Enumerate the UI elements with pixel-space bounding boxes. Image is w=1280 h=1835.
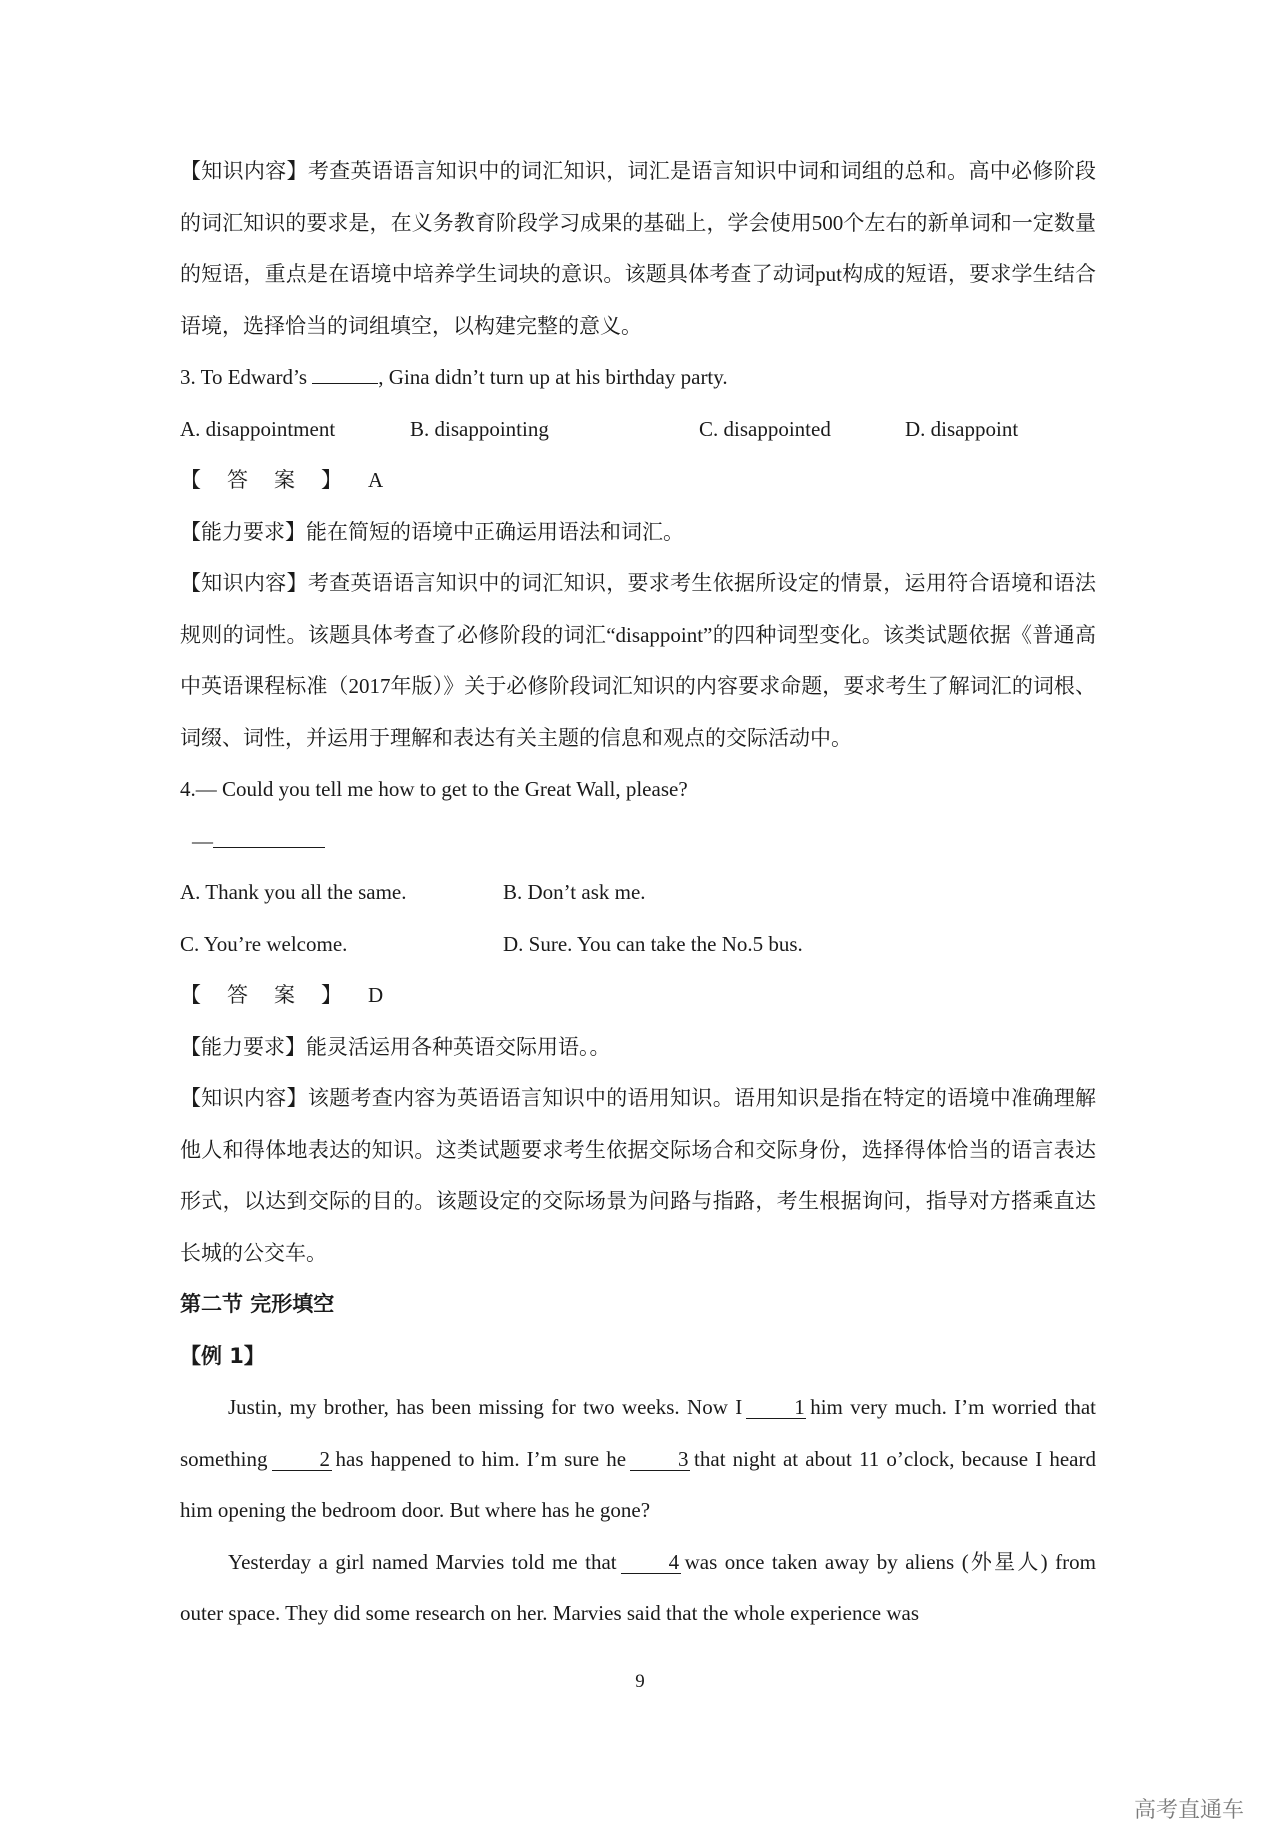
- ability-text: 能灵活运用各种英语交际用语。。: [306, 1034, 611, 1059]
- knowledge-label: 【知识内容】: [180, 159, 308, 183]
- cloze-blank-4: 4: [621, 1551, 681, 1574]
- q3-stem: [180, 352, 1096, 404]
- option-a: A. disappointment: [180, 416, 336, 441]
- cloze-text: that night at about 11 o’clock, because I heard him opening the bedroom door. But where has he gone?: [180, 1446, 1096, 1522]
- q4-options-row-1: [180, 867, 1096, 919]
- q4-stem: 4.— Could you tell me how to get to the Great Wall, please?: [180, 777, 688, 801]
- dash: —: [192, 828, 213, 853]
- answer-label: 【答案】: [180, 983, 368, 1007]
- q4-knowledge: [180, 1073, 1096, 1279]
- answer-blank: [312, 383, 378, 384]
- option-b: B. disappointing: [410, 416, 549, 441]
- knowledge-label: 【知识内容】: [180, 1086, 308, 1110]
- cloze-paragraph-2: [180, 1537, 1096, 1640]
- ability-label: 【能力要求】: [180, 1034, 306, 1059]
- q3-stem-end: , Gina didn’t turn up at his birthday party.: [378, 365, 728, 389]
- q4-response-line: [180, 816, 1096, 868]
- knowledge-text: 考查英语语言知识中的词汇知识，词汇是语言知识中词和词组的总和。高中必修阶段的词汇知识的要求是，在义务教育阶段学习成果的基础上，学会使用500个左右的新单词和一定数量的短语，重点是在语境中培养学生词块的意识。该题具体考查了动词put构成的短语，要求学生结合语境，选择恰当的词组填空，以构建完整的意义。: [180, 159, 1096, 338]
- option-b: B. Don’t ask me.: [503, 880, 646, 904]
- q2-knowledge: [180, 146, 1096, 352]
- q3-ability: [180, 507, 1096, 559]
- answer-label: 【答案】: [180, 468, 368, 492]
- option-d: D. disappoint: [905, 416, 1019, 441]
- cloze-blank-3: 3: [630, 1448, 690, 1471]
- knowledge-text: 该题考查内容为英语语言知识中的语用知识。语用知识是指在特定的语境中准确理解他人和得体地表达的知识。这类试题要求考生依据交际场合和交际身份，选择得体恰当的语言表达形式，以达到交际的目的。该题设定的交际场景为问路与指路，考生根据询问，指导对方搭乘直达长城的公交车。: [180, 1086, 1096, 1265]
- watermark: 高考直通车: [1133, 1798, 1244, 1823]
- knowledge-text: 考查英语语言知识中的词汇知识，要求考生依据所设定的情景，运用符合语境和语法规则的词性。该题具体考查了必修阶段的词汇“disappoint”的四种词型变化。该类试题依据《普通高中英语课程标准（2017年版）》关于必修阶段词汇知识的内容要求命题，要求考生了解词汇的词根、词缀、词性，并运用于理解和表达有关主题的信息和观点的交际活动中。: [180, 571, 1096, 750]
- cloze-blank-2: 2: [272, 1448, 332, 1471]
- example-label: 【例 1】: [180, 1343, 265, 1368]
- q4-options-row-2: [180, 919, 1096, 971]
- ability-label: 【能力要求】: [180, 519, 306, 544]
- cloze-text: Yesterday a girl named Marvies told me that: [228, 1549, 617, 1574]
- q3-stem-start: 3. To Edward’s: [180, 365, 308, 389]
- cloze-text: Justin, my brother, has been missing for two weeks. Now I: [228, 1395, 743, 1419]
- q4-answer: [180, 970, 1096, 1022]
- cloze-paragraph-1: [180, 1382, 1096, 1537]
- section-title: 第二节 完形填空: [180, 1292, 335, 1316]
- answer-blank: [213, 847, 325, 848]
- cloze-text: has happened to him. I’m sure he: [335, 1446, 627, 1471]
- q4-ability: [180, 1022, 1096, 1074]
- q3-options: [180, 404, 1096, 456]
- option-d: D. Sure. You can take the No.5 bus.: [503, 931, 803, 956]
- option-c: C. You’re welcome.: [180, 931, 348, 956]
- cloze-text: him very much. I’m worried that something: [180, 1395, 1096, 1471]
- cloze-text: was once taken away by aliens (外星人) from outer space. They did some research on her. Marvies said that the whole experience was: [180, 1549, 1096, 1625]
- option-c: C. disappointed: [699, 416, 831, 441]
- q3-knowledge: [180, 558, 1096, 764]
- q3-answer: [180, 455, 1096, 507]
- knowledge-label: 【知识内容】: [180, 571, 308, 595]
- answer-value: A: [368, 468, 384, 492]
- answer-value: D: [368, 983, 384, 1007]
- document-page: [180, 146, 1096, 1640]
- cloze-blank-1: 1: [746, 1396, 806, 1419]
- page-number: 9: [635, 1671, 645, 1692]
- ability-text: 能在简短的语境中正确运用语法和词汇。: [306, 519, 684, 544]
- option-a: A. Thank you all the same.: [180, 880, 407, 904]
